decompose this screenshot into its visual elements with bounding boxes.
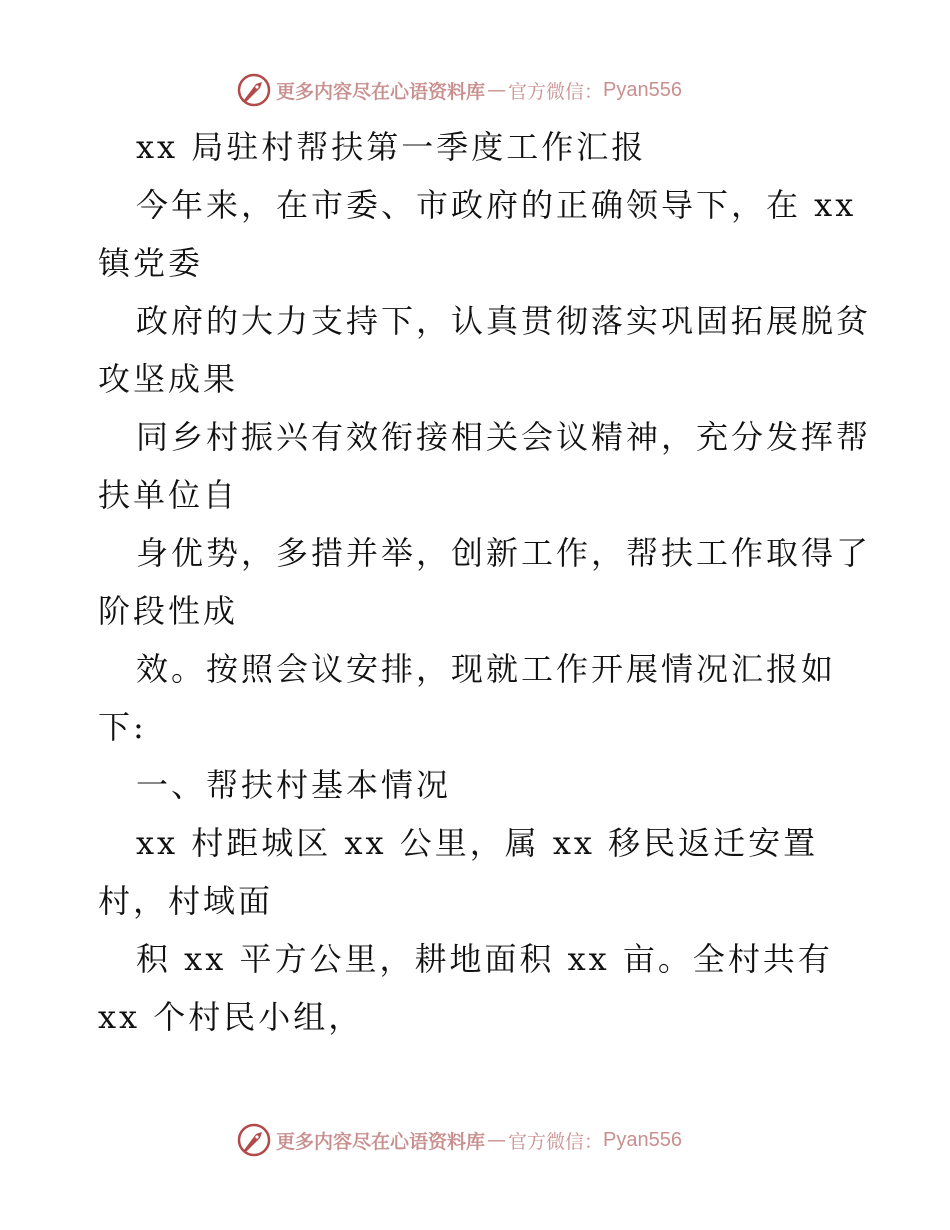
document-title: xx 局驻村帮扶第一季度工作汇报 <box>136 128 647 166</box>
footer-official-label: 官方微信： <box>508 1130 604 1153</box>
header-slogan: 更多内容尽在心语资料库 <box>276 80 486 103</box>
paragraph-line: 攻坚成果 <box>98 360 239 398</box>
paragraph-line: 效。按照会议安排，现就工作开展情况汇报如 <box>136 650 837 688</box>
paragraph-line: 同乡村振兴有效衔接相关会议精神，充分发挥帮 <box>136 418 872 456</box>
document-body <box>98 118 872 1046</box>
paragraph-line: 阶段性成 <box>98 592 239 630</box>
header-banner <box>236 70 682 110</box>
paragraph-line: 今年来，在市委、市政府的正确领导下，在 xx <box>136 186 857 224</box>
header-official-label: 官方微信： <box>508 80 604 103</box>
header-dash: — <box>487 79 507 101</box>
section-heading: 一、帮扶村基本情况 <box>136 766 452 804</box>
footer-banner <box>236 1120 682 1160</box>
footer-wechat-id: Pyan556 <box>603 1128 682 1151</box>
footer-dash: — <box>487 1129 507 1151</box>
header-wechat-id: Pyan556 <box>603 78 682 101</box>
pen-nib-circle-icon <box>236 72 272 108</box>
paragraph-line: 村，村域面 <box>98 882 274 920</box>
footer-slogan: 更多内容尽在心语资料库 <box>276 1130 486 1153</box>
paragraph-line: 积 xx 平方公里，耕地面积 xx 亩。全村共有 <box>136 940 833 978</box>
paragraph-line: 扶单位自 <box>98 476 239 514</box>
paragraph-line: xx 个村民小组， <box>98 998 364 1036</box>
pen-nib-circle-icon <box>236 1122 272 1158</box>
paragraph-line: xx 村距城区 xx 公里，属 xx 移民返迁安置 <box>136 824 819 862</box>
paragraph-line: 下: <box>98 708 147 746</box>
paragraph-line: 政府的大力支持下，认真贯彻落实巩固拓展脱贫 <box>136 302 872 340</box>
paragraph-line: 镇党委 <box>98 244 204 282</box>
paragraph-line: 身优势，多措并举，创新工作，帮扶工作取得了 <box>136 534 872 572</box>
